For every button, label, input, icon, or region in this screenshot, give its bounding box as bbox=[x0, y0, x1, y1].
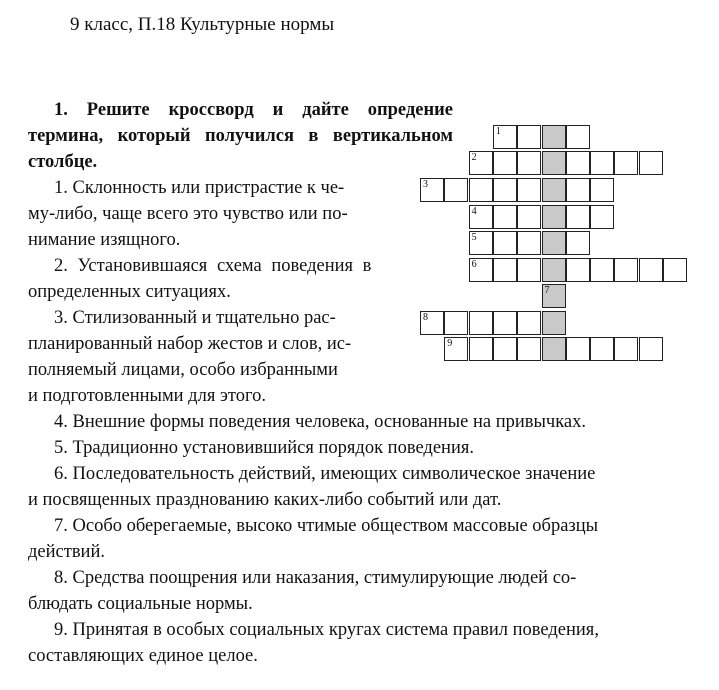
crossword-cell bbox=[493, 205, 517, 229]
crossword-cell bbox=[517, 125, 541, 149]
crossword-cell bbox=[566, 178, 590, 202]
crossword-clue-number: 6 bbox=[471, 259, 477, 270]
crossword-cell bbox=[493, 258, 517, 282]
crossword-cell bbox=[469, 178, 493, 202]
clue-7-line-2: действий. bbox=[28, 542, 105, 562]
clue-1-line-3: нимание изящного. bbox=[28, 230, 181, 250]
crossword-cell bbox=[566, 205, 590, 229]
crossword-clue-number: 7 bbox=[544, 285, 550, 296]
crossword-cell bbox=[639, 151, 663, 175]
crossword-cell bbox=[420, 178, 444, 202]
crossword-clue-number: 5 bbox=[471, 232, 477, 243]
crossword-cell bbox=[542, 337, 566, 361]
clue-1-line-1: 1. Склонность или пристрастие к че- bbox=[54, 178, 345, 198]
crossword-cell bbox=[493, 231, 517, 255]
crossword-cell bbox=[590, 178, 614, 202]
crossword-cell bbox=[590, 337, 614, 361]
crossword-cell bbox=[590, 151, 614, 175]
clue-6-line-2: и посвященных празднованию каких-либо событий или дат. bbox=[28, 490, 502, 510]
crossword-cell bbox=[517, 311, 541, 335]
clue-7-line-1: 7. Особо оберегаемые, высоко чтимые обществом массовые образцы bbox=[54, 516, 599, 536]
crossword-cell bbox=[590, 258, 614, 282]
clue-4: 4. Внешние формы поведения человека, основанные на привычках. bbox=[54, 412, 587, 432]
crossword-cell bbox=[590, 205, 614, 229]
crossword-cell bbox=[542, 231, 566, 255]
crossword-cell bbox=[639, 258, 663, 282]
crossword-cell bbox=[469, 151, 493, 175]
crossword-cell bbox=[469, 258, 493, 282]
crossword-cell bbox=[566, 337, 590, 361]
crossword-cell bbox=[542, 311, 566, 335]
clue-2-line-2: определенных ситуациях. bbox=[28, 282, 231, 302]
crossword-clue-number: 8 bbox=[423, 312, 428, 323]
crossword-cell bbox=[493, 337, 517, 361]
crossword-cell bbox=[542, 284, 566, 308]
crossword-cell bbox=[469, 337, 493, 361]
crossword-cell bbox=[517, 258, 541, 282]
crossword-cell bbox=[542, 125, 566, 149]
crossword-clue-number: 2 bbox=[471, 152, 477, 163]
clue-3-line-1: 3. Стилизованный и тщательно рас- bbox=[54, 308, 336, 328]
crossword-cell bbox=[469, 311, 493, 335]
crossword-cell bbox=[566, 151, 590, 175]
crossword-cell bbox=[566, 125, 590, 149]
crossword-clue-number: 1 bbox=[495, 126, 501, 137]
crossword-cell bbox=[517, 205, 541, 229]
clue-2-line-1: 2. Установившаяся схема поведения в bbox=[54, 256, 372, 276]
clue-6-line-1: 6. Последовательность действий, имеющих символическое значение bbox=[54, 464, 596, 484]
clue-5: 5. Традиционно установившийся порядок поведения. bbox=[54, 438, 474, 458]
crossword-cell bbox=[493, 178, 517, 202]
crossword-cell bbox=[469, 231, 493, 255]
crossword-clue-number: 4 bbox=[471, 206, 477, 217]
crossword-cell bbox=[614, 337, 638, 361]
clue-9-line-2: составляющих единое целое. bbox=[28, 646, 258, 666]
crossword-cell bbox=[517, 151, 541, 175]
crossword-cell bbox=[542, 178, 566, 202]
crossword-clue-number: 3 bbox=[423, 179, 428, 190]
crossword-cell bbox=[542, 151, 566, 175]
crossword-cell bbox=[493, 125, 517, 149]
clue-3-line-3: полняемый лицами, особо избранными bbox=[28, 360, 338, 380]
crossword-cell bbox=[493, 311, 517, 335]
crossword-cell bbox=[663, 258, 687, 282]
crossword-cell bbox=[639, 337, 663, 361]
crossword-cell bbox=[469, 205, 493, 229]
crossword-cell bbox=[517, 231, 541, 255]
clue-3-line-4: и подготовленными для этого. bbox=[28, 386, 266, 406]
crossword-cell bbox=[566, 258, 590, 282]
crossword-cell bbox=[420, 311, 444, 335]
clue-3-line-2: планированный набор жестов и слов, ис- bbox=[28, 334, 352, 354]
task-title: 1. Решите кроссворд и дайте опредение термина, который получился в вертикальном столбце. bbox=[28, 100, 453, 172]
crossword-cell bbox=[614, 258, 638, 282]
crossword-cell bbox=[517, 178, 541, 202]
crossword-cell bbox=[566, 231, 590, 255]
crossword-cell bbox=[444, 337, 468, 361]
crossword-cell bbox=[517, 337, 541, 361]
crossword-cell bbox=[614, 151, 638, 175]
crossword-clue-number: 9 bbox=[447, 338, 453, 349]
crossword-cell bbox=[493, 151, 517, 175]
crossword-cell bbox=[542, 258, 566, 282]
clue-9-line-1: 9. Принятая в особых социальных кругах система правил поведения, bbox=[54, 620, 599, 640]
crossword-cell bbox=[542, 205, 566, 229]
crossword-cell bbox=[444, 311, 468, 335]
clue-1-line-2: му-либо, чаще всего это чувство или по- bbox=[28, 204, 348, 224]
crossword-cell bbox=[444, 178, 468, 202]
clue-8-line-2: блюдать социальные нормы. bbox=[28, 594, 253, 614]
page-header: 9 класс, П.18 Культурные нормы bbox=[70, 14, 335, 35]
clue-8-line-1: 8. Средства поощрения или наказания, стимулирующие людей со- bbox=[54, 568, 577, 588]
